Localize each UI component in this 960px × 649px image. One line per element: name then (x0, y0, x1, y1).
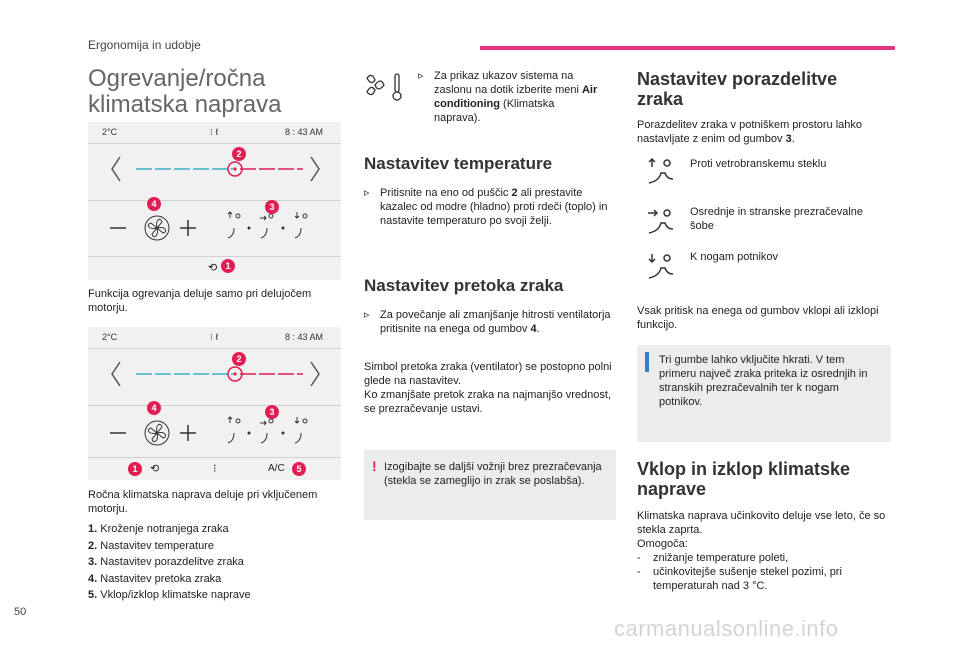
badge-4: 4 (147, 197, 161, 211)
fan-icon (145, 216, 169, 240)
badge-1b: 1 (128, 462, 142, 476)
temperature-slider[interactable] (108, 154, 323, 184)
section-header: Ergonomija in udobje (88, 38, 201, 52)
air-distribution-icons (228, 212, 307, 238)
badge-3b: 3 (265, 405, 279, 419)
onoff-list (637, 551, 887, 593)
fan-control-row-2 (108, 413, 323, 453)
center-vent-icon (646, 205, 680, 237)
recirculation-icon-2[interactable]: ⟲ (150, 463, 160, 475)
caption-manual-ac: Ročna klimatska naprava deluje pri vključenem motorju. (88, 489, 318, 515)
list-item: 4. Nastavitev pretoka zraka (88, 572, 222, 585)
screen1-status-icons: ⁝ ℓ (210, 127, 219, 137)
onoff-heading: Vklop in izklop klimatske naprave (637, 459, 851, 499)
onoff-paragraph: Klimatska naprava učinkovito deluje vse leto, če so stekla zaprta. (637, 510, 886, 536)
info-text: Tri gumbe lahko vključite hkrati. V tem primeru največ zraka priteka iz osrednjih in stranskih prezračevalnih ter k nogam potnikov. (659, 354, 868, 408)
temp-left-arrow-icon (112, 157, 120, 181)
title-line-2: klimatska naprava (88, 91, 282, 118)
info-icon (645, 352, 649, 372)
option-feet: K nogam potnikov (690, 251, 779, 263)
flow-heading: Nastavitev pretoka zraka (364, 276, 564, 295)
dist-text: Porazdelitev zraka v potniškem prostoru lahko nastavljate z enim od gumbov 3. (637, 119, 862, 145)
climate-screen-2 (88, 327, 341, 480)
caption-heating: Funkcija ogrevanja deluje samo pri delujočem motorju. (88, 288, 312, 314)
list-item: - učinkovitejše sušenje stekel pozimi, pri temperaturah nad 3 °C. (637, 566, 842, 592)
option-windscreen: Proti vetrobranskemu steklu (690, 158, 827, 170)
flow-paragraph-1: Simbol pretoka zraka (ventilator) se postopno polni glede na nastavitev. (364, 361, 612, 387)
screen2-status-icons: ⁝ ℓ (210, 332, 219, 342)
ac-button[interactable]: A/C (268, 463, 285, 474)
climate-screen-1 (88, 122, 341, 280)
temp-heading: Nastavitev temperature (364, 154, 553, 173)
list-item: - znižanje temperature poleti, (637, 552, 789, 564)
warning-box (364, 450, 616, 520)
badge-2b: 2 (232, 352, 246, 366)
toggle-note: Vsak pritisk na enega od gumbov vklopi ali izklopi funkcijo. (637, 305, 879, 331)
bullet-marker-icon: ▹ (418, 70, 424, 82)
badge-2: 2 (232, 147, 246, 161)
badge-5b: 5 (292, 462, 306, 476)
warning-text: Izogibajte se daljši vožnji brez prezračevanja (stekla se zameglijo in zrak se poslabša). (384, 461, 602, 487)
title-line-1: Ogrevanje/ročna (88, 65, 266, 92)
intro-bullet: ▹ Za prikaz ukazov sistema na zaslonu na dotik izberite meni Air conditioning (Klimatska naprava). (418, 70, 598, 124)
list-item: 3. Nastavitev porazdelitve zraka (88, 556, 244, 568)
list-item: 2. Nastavitev temperature (88, 539, 214, 552)
temp-bullet: ▹ Pritisnite na eno od puščic 2 ali prestavite kazalec od modre (hladno) proti rdeči (toplo) in nastavite temperaturo po svoji želji. (364, 187, 608, 227)
page-number: 50 (14, 606, 27, 618)
feet-vent-icon (646, 250, 680, 282)
legend-list (88, 522, 343, 605)
header-accent-bar (480, 46, 895, 50)
badge-4b: 4 (147, 401, 161, 415)
list-item: 5. Vklop/izklop klimatske naprave (88, 589, 251, 601)
temperature-slider-2[interactable] (108, 359, 323, 389)
info-box (637, 345, 891, 442)
badge-3: 3 (265, 200, 279, 214)
page-title (88, 66, 281, 118)
flow-paragraph-2: Ko zmanjšate pretok zraka na najmanjšo vrednost, se prezračevanje ustavi. (364, 389, 612, 415)
list-item: 1. Kroženje notranjega zraka (88, 523, 229, 535)
badge-1: 1 (221, 259, 235, 273)
fan-control-row (108, 208, 323, 248)
windscreen-vent-icon (646, 155, 680, 187)
screen2-temp: 2°C (102, 332, 118, 342)
screen1-temp: 2°C (102, 127, 118, 137)
menu-dots-icon: ⁝ (213, 463, 217, 475)
onoff-enables: Omogoča: (637, 538, 688, 550)
screen1-time: 8 : 43 AM (285, 127, 324, 137)
screen2-time: 8 : 43 AM (285, 332, 324, 342)
flow-bullet: ▹ Za povečanje ali zmanjšanje hitrosti ventilatorja pritisnite na enega od gumbov 4. (364, 309, 611, 335)
temp-right-arrow-icon (311, 157, 319, 181)
watermark: carmanualsonline.info (614, 616, 839, 641)
recirculation-icon[interactable]: ⟲ (208, 262, 218, 274)
dist-heading: Nastavitev porazdelitve zraka (637, 69, 838, 109)
warning-icon: ! (372, 458, 377, 474)
climate-controls-icon (364, 70, 406, 104)
option-center: Osrednje in stranske prezračevalne šobe (690, 206, 864, 232)
